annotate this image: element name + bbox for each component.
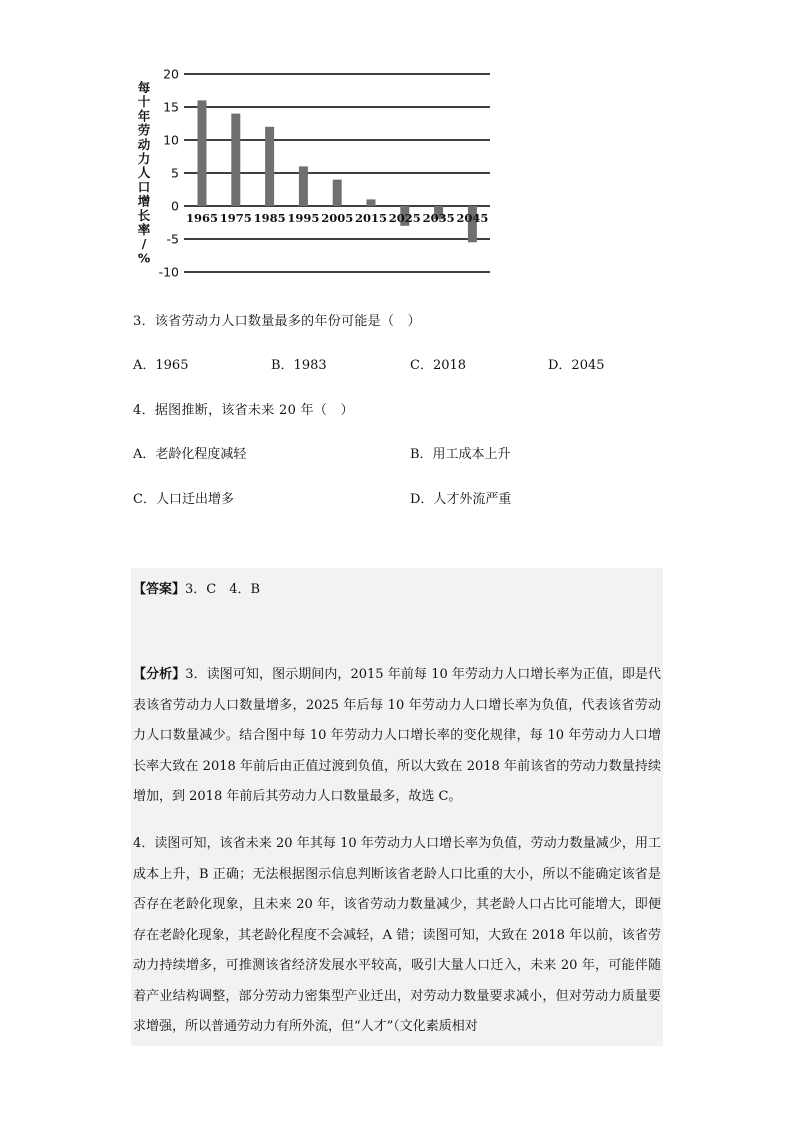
analysis-paragraph-1	[133, 660, 661, 813]
bar	[367, 199, 376, 206]
answer-text: 3．C 4．B	[185, 582, 261, 597]
analysis-paragraph-2: 4．读图可知，该省未来 20 年其每 10 年劳动力人口增长率为负值，劳动力数量减少，用工成本上升，B 正确；无法根据图示信息判断该省老龄人口比重的大小，所以不能确定该省是否存在老龄化现象，且未来 20 年，该省劳动力数量减少，其老龄人口占比可能增大，即便存在老龄化现象，其老龄化程度不会减轻，A 错；读图可知，大致在 2018 年以前，该省劳动力持续增多，可推测该省经济发展水平较高，吸引大量人口迁入，未来 20 年，可能伴随着产业结构调整，部分劳动力密集型产业迁出，对劳动力数量要求减小，但对劳动力质量要求增强，所以普通劳动力有所外流，但“人才”（文化素质相对	[133, 836, 661, 1034]
y-tick-label: 20	[163, 66, 179, 82]
q3-option-d: D．2045	[548, 358, 605, 373]
answer-label: 【答案】	[133, 582, 186, 597]
bar	[198, 100, 207, 206]
answer-line	[133, 578, 260, 597]
q3-option-c: C．2018	[410, 358, 467, 373]
q3-option-a: A．1965	[133, 358, 189, 373]
bar	[333, 180, 342, 206]
question-3-stem: 3．该省劳动力人口数量最多的年份可能是（ ）	[133, 314, 421, 329]
labor-growth-chart	[130, 62, 500, 284]
x-tick-label: 2035	[422, 211, 455, 225]
x-tick-label: 1985	[253, 211, 286, 225]
q3-option-b: B．1983	[271, 358, 327, 373]
question-4-stem: 4．据图推断，该省未来 20 年（ ）	[133, 403, 354, 418]
y-tick-label: 10	[163, 132, 179, 148]
y-tick-label: -5	[166, 231, 179, 247]
x-tick-label: 2015	[354, 211, 388, 225]
bar	[299, 166, 308, 206]
y-tick-label: -10	[158, 264, 179, 280]
x-tick-label: 1965	[185, 211, 219, 225]
x-tick-label: 1995	[287, 211, 320, 225]
y-tick-label: 0	[171, 198, 179, 214]
x-tick-label: 2025	[388, 211, 421, 225]
y-tick-label: 15	[163, 99, 179, 115]
x-tick-label: 2045	[456, 211, 489, 225]
x-tick-label: 2005	[321, 211, 354, 225]
q4-option-c: C．人口迁出增多	[133, 492, 234, 507]
bar	[231, 114, 240, 206]
q4-option-d: D．人才外流严重	[410, 492, 512, 507]
analysis-text-1: 3．读图可知，图示期间内，2015 年前每 10 年劳动力人口增长率为正值，即是代表该省劳动力人口数量增多，2025 年后每 10 年劳动力人口增长率为负值，代表该省劳动力人口数量减少。结合图中每 10 年劳动力人口增长率的变化规律，每 10 年劳动力人口增长率大致在 2018 年前后由正值过渡到负值，所以大致在 2018 年前该省的劳动力数量持续增加，到 2018 年前后其劳动力人口数量最多，故选 C。	[133, 667, 661, 804]
q4-option-a: A．老龄化程度减轻	[133, 447, 247, 462]
q4-option-b: B．用工成本上升	[410, 447, 511, 462]
x-tick-label: 1975	[219, 211, 252, 225]
analysis-label: 【分析】	[133, 667, 186, 682]
y-tick-label: 5	[171, 165, 179, 181]
y-axis-label: 每十年劳动力人口增长率/ %	[137, 80, 151, 266]
bar	[265, 127, 274, 206]
chart-svg	[130, 62, 500, 284]
